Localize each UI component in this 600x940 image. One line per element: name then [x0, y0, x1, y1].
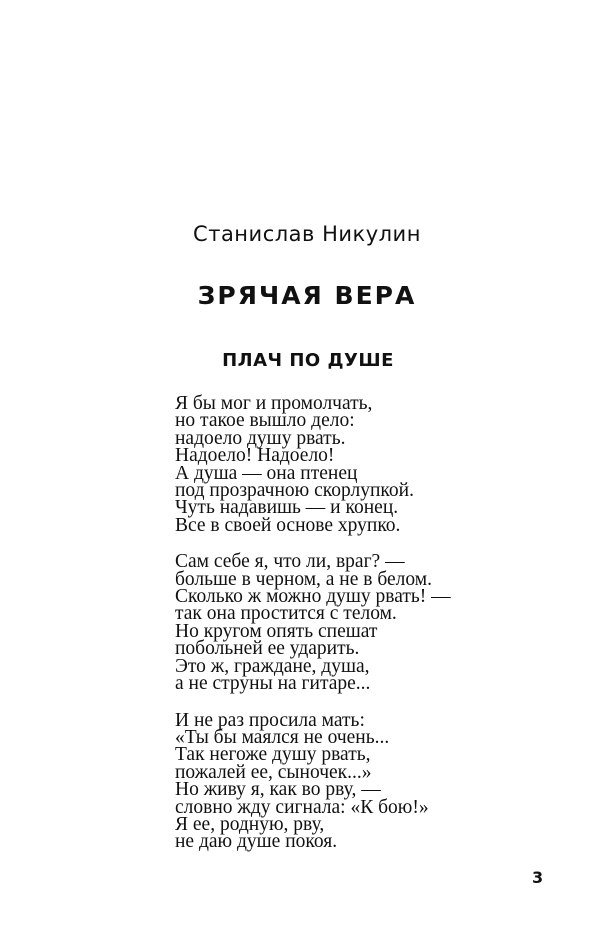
poem-line: словно жду сигнала: «К бою!» [175, 796, 429, 818]
poem-line: а не струны на гитаре... [175, 673, 371, 695]
poem-title: ПЛАЧ ПО ДУШЕ [222, 350, 394, 371]
page-number: 3 [532, 868, 544, 887]
stanza-2 [175, 551, 505, 695]
book-title: ЗРЯЧАЯ ВЕРА [197, 281, 417, 310]
poem-line: Так негоже душу рвать, [175, 744, 371, 766]
poem-line: так она простится с телом. [175, 603, 397, 625]
poem-line: Все в своей основе хрупко. [175, 514, 401, 536]
poem-line: надоело душу рвать. [175, 427, 346, 449]
poem-line: не даю душе покоя. [175, 831, 338, 853]
poem-line: но такое вышло дело: [175, 410, 355, 432]
poem-line: Надоело! Надоело! [175, 445, 335, 467]
poem-line: больше в черном, а не в белом. [175, 568, 433, 590]
poem-line: Это ж, граждане, душа, [175, 655, 370, 677]
poem-line: Я ее, родную, рву, [175, 813, 325, 835]
stanza-1 [175, 395, 505, 534]
poem-line: побольней ее ударить. [175, 638, 360, 660]
poem-line: А душа — она птенец [175, 462, 358, 484]
poem-line: И не раз просила мать: [175, 709, 365, 731]
poem-line: под прозрачною скорлупкой. [175, 480, 414, 502]
poem-line: Но живу я, как во рву, — [175, 779, 381, 801]
author-name: Станислав Никулин [193, 222, 421, 246]
poem-line: «Ты бы маялся не очень... [175, 726, 390, 748]
poem-body [175, 395, 505, 870]
poem-line: Я бы мог и промолчать, [175, 393, 373, 414]
poem-line: Чуть надавишь — и конец. [175, 497, 399, 519]
stanza-3 [175, 709, 505, 853]
poem-line: Сколько ж можно душу рвать! — [175, 586, 451, 608]
poem-line: пожалей ее, сыночек...» [175, 761, 372, 783]
poem-line: Сам себе я, что ли, враг? — [175, 551, 405, 573]
poem-line: Но кругом опять спешат [175, 620, 378, 642]
